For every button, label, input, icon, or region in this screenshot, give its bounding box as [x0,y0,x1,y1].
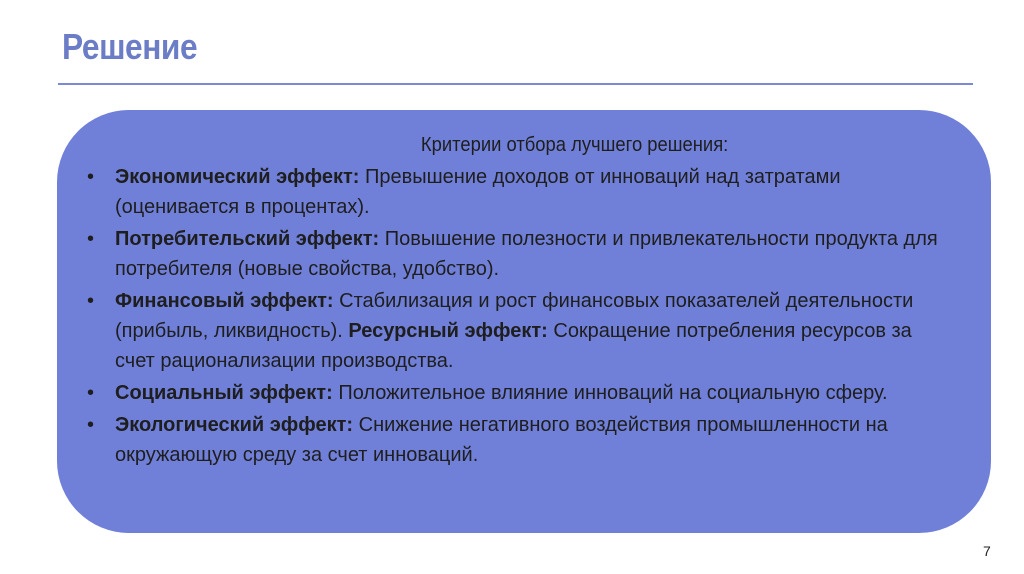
bullet-icon: • [87,414,95,436]
criteria-term: Социальный эффект: [115,382,333,404]
criteria-term: Экологический эффект: [115,414,354,436]
criteria-item-social [81,378,951,408]
criteria-description: Превышение доходов от инноваций над затратами (оценивается в процентах). [115,166,841,218]
criteria-item-ecological [81,410,951,470]
criteria-description: Стабилизация и рост финансовых показателей деятельности (прибыль, ликвидность). [115,290,914,342]
criteria-description: Повышение полезности и привлекательности продукта для потребителя (новые свойства, удобство). [115,228,938,280]
criteria-term: Потребительский эффект: [115,228,380,250]
criteria-list [81,162,951,472]
slide-title: Решение [62,26,198,67]
bullet-icon: • [87,228,95,250]
page-number: 7 [983,543,991,559]
bullet-icon: • [87,382,95,404]
title-divider [58,83,973,85]
criteria-item-financial [81,286,951,376]
criteria-description: Положительное влияние инноваций на социальную сферу. [332,382,888,404]
criteria-item-economic [81,162,951,222]
criteria-description: Снижение негативного воздействия промышленности на окружающую среду за счет инноваций. [115,414,888,466]
criteria-term-resource: Ресурсный эффект: [348,320,548,342]
bullet-icon: • [87,290,95,312]
criteria-term: Экономический эффект: [115,166,360,188]
criteria-panel [57,110,991,533]
bullet-icon: • [87,166,95,188]
criteria-description-resource: Сокращение потребления ресурсов за счет рационализации производства. [115,320,912,372]
criteria-term: Финансовый эффект: [115,290,334,312]
criteria-heading: Критерии отбора лучшего решения: [420,134,729,156]
criteria-item-consumer [81,224,951,284]
